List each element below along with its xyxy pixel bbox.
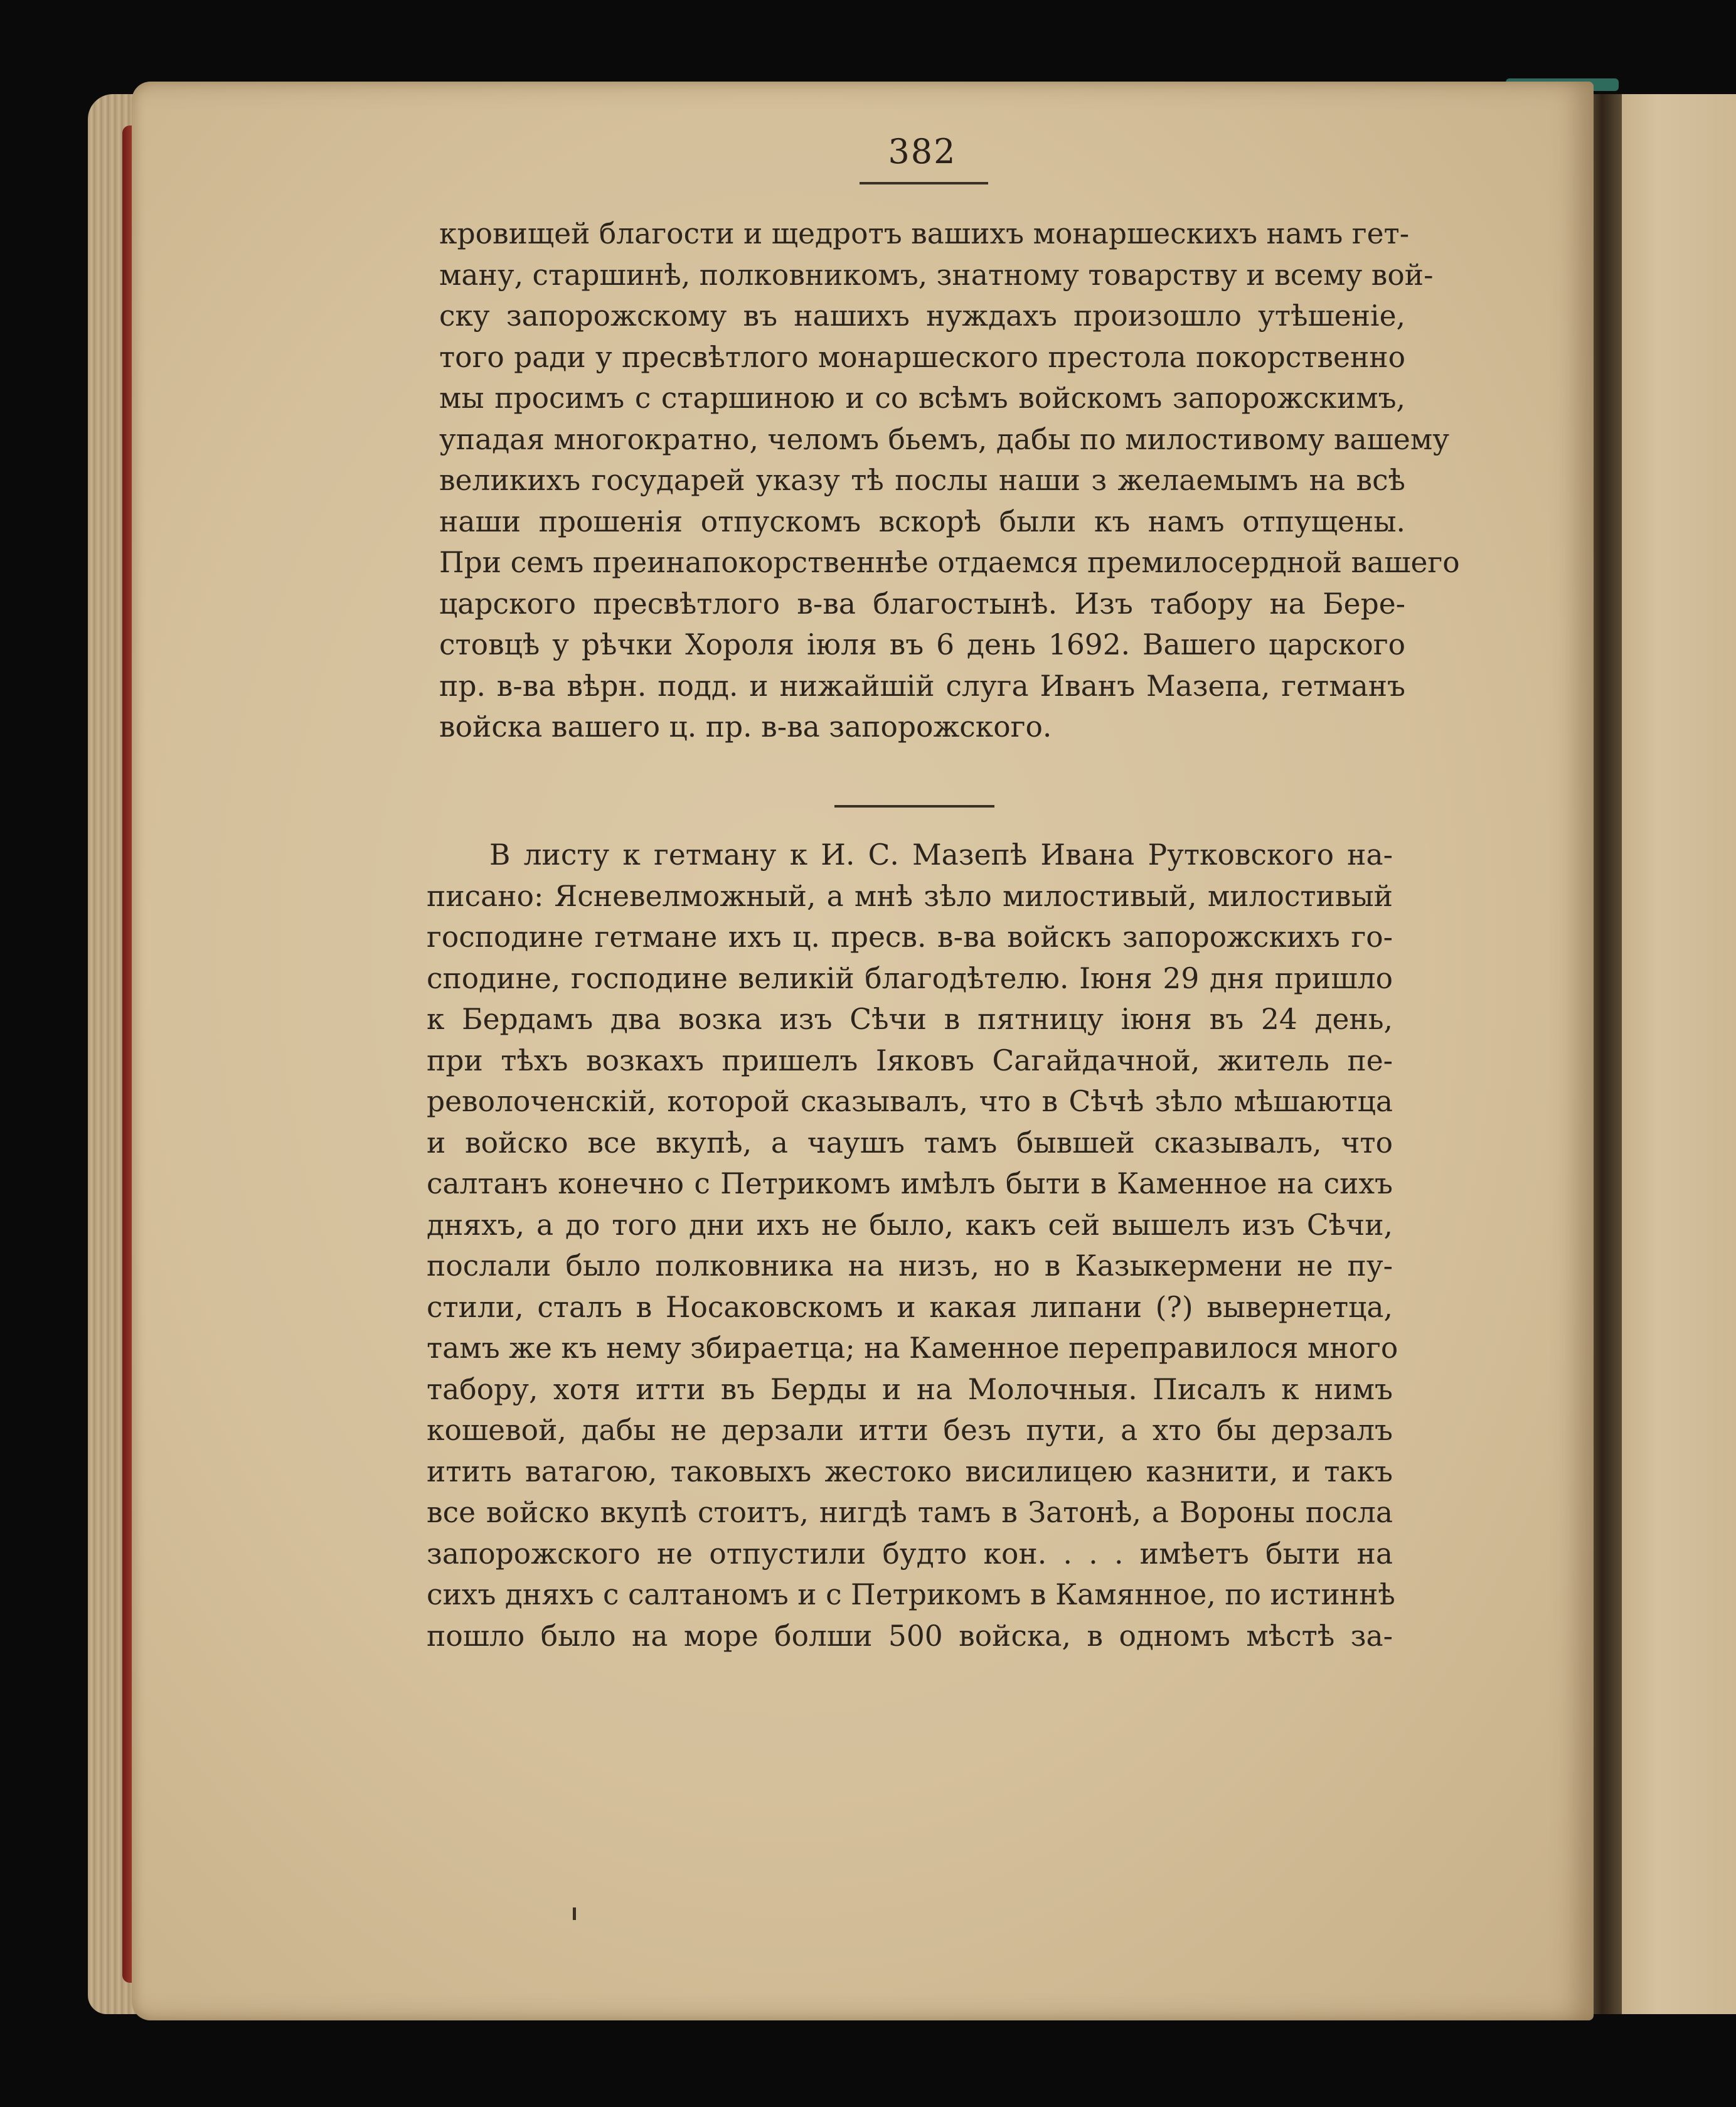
text-line: упадая многократно, челомъ бьемъ, дабы по милостивому вашему (439, 422, 1450, 456)
paragraph-1 (439, 213, 1460, 748)
text-line: пошло было на море болши 500 войска, в одномъ мѣстѣ за- (427, 1619, 1393, 1653)
text-line: царского пресвѣтлого в-ва благостынѣ. Изъ табору на Бере- (439, 587, 1405, 621)
text-line: тамъ же къ нему збираетца; на Каменное переправилося много (427, 1331, 1398, 1365)
text-line: кровищей благости и щедротъ вашихъ монаршескихъ намъ гет- (439, 217, 1410, 250)
paragraph-2 (427, 835, 1398, 1656)
text-line: великихъ государей указу тѣ послы наши з желаемымъ на всѣ (439, 464, 1405, 497)
text-line: все войско вкупѣ стоитъ, нигдѣ тамъ в Затонѣ, а Вороны посла (427, 1496, 1393, 1529)
text-line: того ради у пресвѣтлого монаршеского престола покорственно (439, 340, 1405, 374)
text-line: ману, старшинѣ, полковникомъ, знатному товарству и всему вой- (439, 258, 1434, 292)
text-line: кошевой, дабы не дерзали итти безъ пути, а хто бы дерзалъ (427, 1414, 1393, 1447)
text-line: господине гетмане ихъ ц. пресв. в-ва войскъ запорожскихъ го- (427, 920, 1393, 954)
facing-page (1606, 94, 1736, 2014)
text-line: итить ватагою, таковыхъ жестоко висилицею казнити, и такъ (427, 1454, 1393, 1488)
ink-mark (573, 1907, 576, 1920)
text-line: наши прошенія отпускомъ вскорѣ были къ намъ отпущены. (439, 504, 1405, 538)
text-line: револоченскій, которой сказывалъ, что в Сѣчѣ зѣло мѣшаютца (427, 1085, 1393, 1118)
text-line: послали было полковника на низъ, но в Казыкермени не пу- (427, 1249, 1393, 1283)
text-line: стили, сталъ в Носаковскомъ и какая липани (?) вывернетца, (427, 1290, 1393, 1324)
text-line: стовцѣ у рѣчки Хороля іюля въ 6 день 1692. Вашего царского (439, 628, 1405, 661)
text-line: к Бердамъ два возка изъ Сѣчи в пятницу іюня въ 24 день, (427, 1003, 1393, 1036)
text-line: пр. в-ва вѣрн. подд. и нижайшій слуга Иванъ Мазепа, гетманъ (439, 669, 1405, 703)
text-line: салтанъ конечно с Петрикомъ имѣлъ быти в Каменное на сихъ (427, 1167, 1393, 1200)
text-line: табору, хотя итти въ Берды и на Молочныя. Писалъ к нимъ (427, 1372, 1393, 1406)
text-line: сподине, господине великій благодѣтелю. Іюня 29 дня пришло (427, 961, 1393, 995)
text-line: войска вашего ц. пр. в-ва запорожского. (439, 710, 1052, 744)
text-line: запорожского не отпустили будто кон. . . . имѣетъ быти на (427, 1537, 1393, 1571)
text-line: При семъ преинапокорственнѣе отдаемся премилосердной вашего (439, 546, 1460, 579)
text-line: ску запорожскому въ нашихъ нуждахъ произошло утѣшеніе, (439, 299, 1405, 333)
section-separator (834, 805, 994, 808)
text-line: и войско все вкупѣ, а чаушъ тамъ бывшей сказывалъ, что (427, 1126, 1393, 1160)
text-line: мы просимъ с старшиною и со всѣмъ войскомъ запорожскимъ, (439, 381, 1405, 415)
text-line: при тѣхъ возкахъ пришелъ Іяковъ Сагайдачной, житель пе- (427, 1043, 1393, 1077)
page-number-rule (860, 182, 988, 184)
page-number: 382 (888, 132, 957, 171)
text-line: сихъ дняхъ с салтаномъ и с Петрикомъ в Камянное, по истиннѣ (427, 1578, 1395, 1611)
text-line: В листу к гетману к И. С. Мазепѣ Ивана Рутковского на- (489, 838, 1393, 872)
text-line: дняхъ, а до того дни ихъ не было, какъ сей вышелъ изъ Сѣчи, (427, 1208, 1393, 1242)
text-line: писано: Ясневелможный, а мнѣ зѣло милостивый, милостивый (427, 879, 1393, 913)
